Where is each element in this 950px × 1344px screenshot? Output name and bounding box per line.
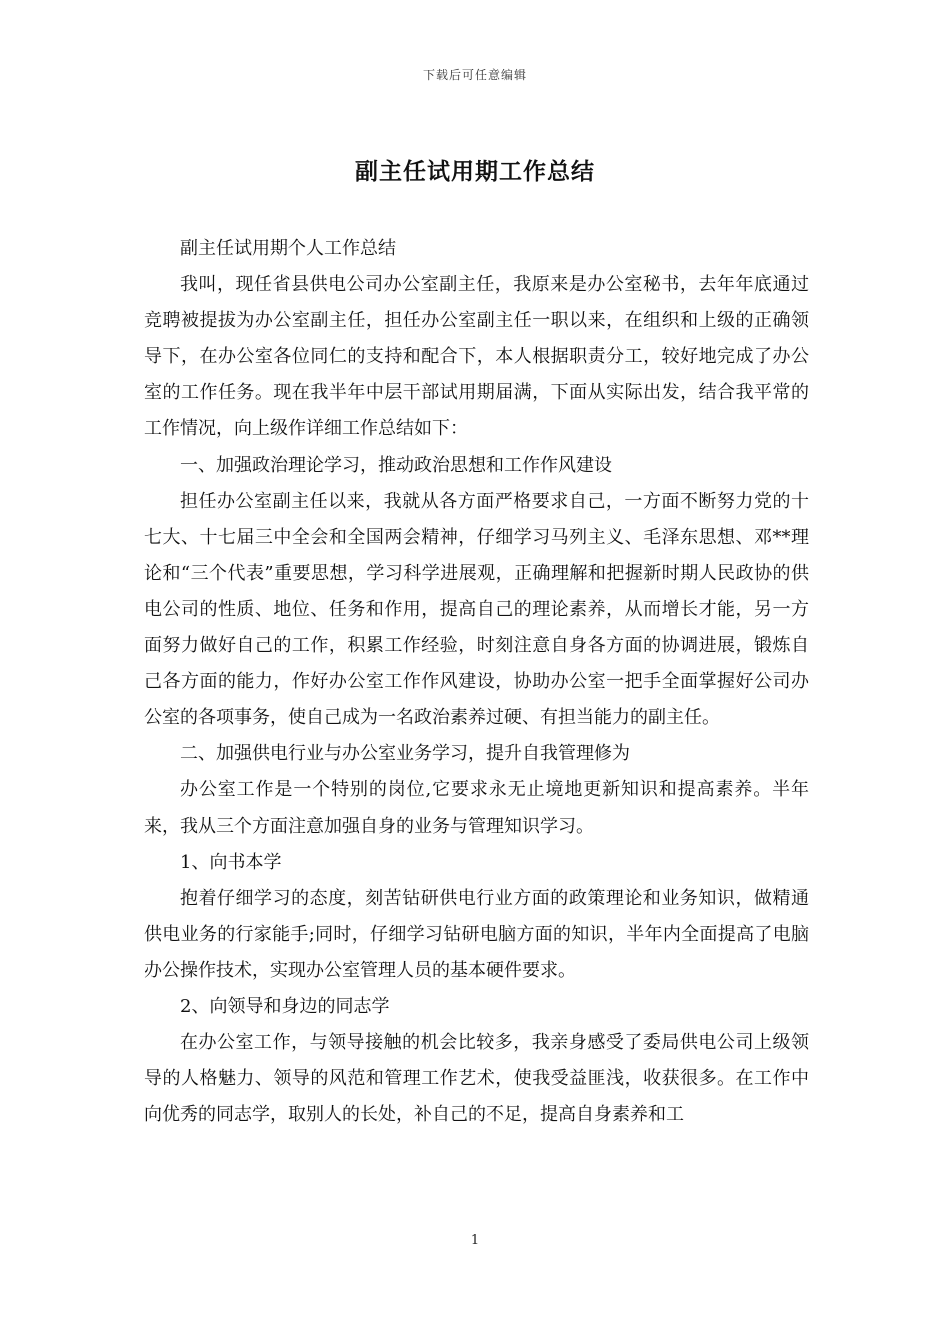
- section-2-paragraph: 办公室工作是一个特别的岗位,它要求永无止境地更新知识和提高素养。半年来，我从三个方面注意加强自身的业务与管理知识学习。: [144, 779, 809, 837]
- intro-paragraph: 我叫，现任省县供电公司办公室副主任，我原来是办公室秘书，去年年底通过竞聘被提拔为办公室副主任，担任办公室副主任一职以来，在组织和上级的正确领导下，在办公室各位同仁的支持和配合下，本人根据职责分工，较好地完成了办公室的工作任务。现在我半年中层干部试用期届满，下面从实际出发，结合我平常的工作情况，向上级作详细工作总结如下：: [144, 274, 809, 440]
- page-number: 1: [470, 1233, 480, 1248]
- document-title: 副主任试用期工作总结: [355, 158, 595, 185]
- subsection-heading-1: 1、向书本学: [180, 851, 282, 873]
- subsection-2-paragraph: 在办公室工作，与领导接触的机会比较多，我亲身感受了委局供电公司上级领导的人格魅力、领导的风范和管理工作艺术，使我受益匪浅，收获很多。在工作中向优秀的同志学，取别人的长处，补自己的不足，提高自身素养和工: [144, 1032, 809, 1126]
- subtitle-paragraph: 副主任试用期个人工作总结: [180, 238, 396, 259]
- page-header-note: 下载后可任意编辑: [422, 68, 527, 82]
- subsection-heading-2: 2、向领导和身边的同志学: [180, 995, 390, 1017]
- section-heading-1: 一、加强政治理论学习，推动政治思想和工作作风建设: [180, 454, 612, 476]
- document-body: [144, 231, 809, 1133]
- subsection-1-paragraph: 抱着仔细学习的态度，刻苦钻研供电行业方面的政策理论和业务知识，做精通供电业务的行家能手;同时，仔细学习钻研电脑方面的知识，半年内全面提高了电脑办公操作技术，实现办公室管理人员的基本硬件要求。: [144, 887, 809, 981]
- section-heading-2: 二、加强供电行业与办公室业务学习，提升自我管理修为: [180, 743, 630, 765]
- section-1-paragraph: 担任办公室副主任以来，我就从各方面严格要求自己，一方面不断努力党的十七大、十七届三中全会和全国两会精神，仔细学习马列主义、毛泽东思想、邓**理论和“三个代表”重要思想，学习科学进展观，正确理解和把握新时期人民政协的供电公司的性质、地位、任务和作用，提高自己的理论素养，从而增长才能，另一方面努力做好自己的工作，积累工作经验，时刻注意自身各方面的协调进展，锻炼自己各方面的能力，作好办公室工作作风建设，协助办公室一把手全面掌握好公司办公室的各项事务，使自己成为一名政治素养过硬、有担当能力的副主任。: [144, 490, 809, 729]
